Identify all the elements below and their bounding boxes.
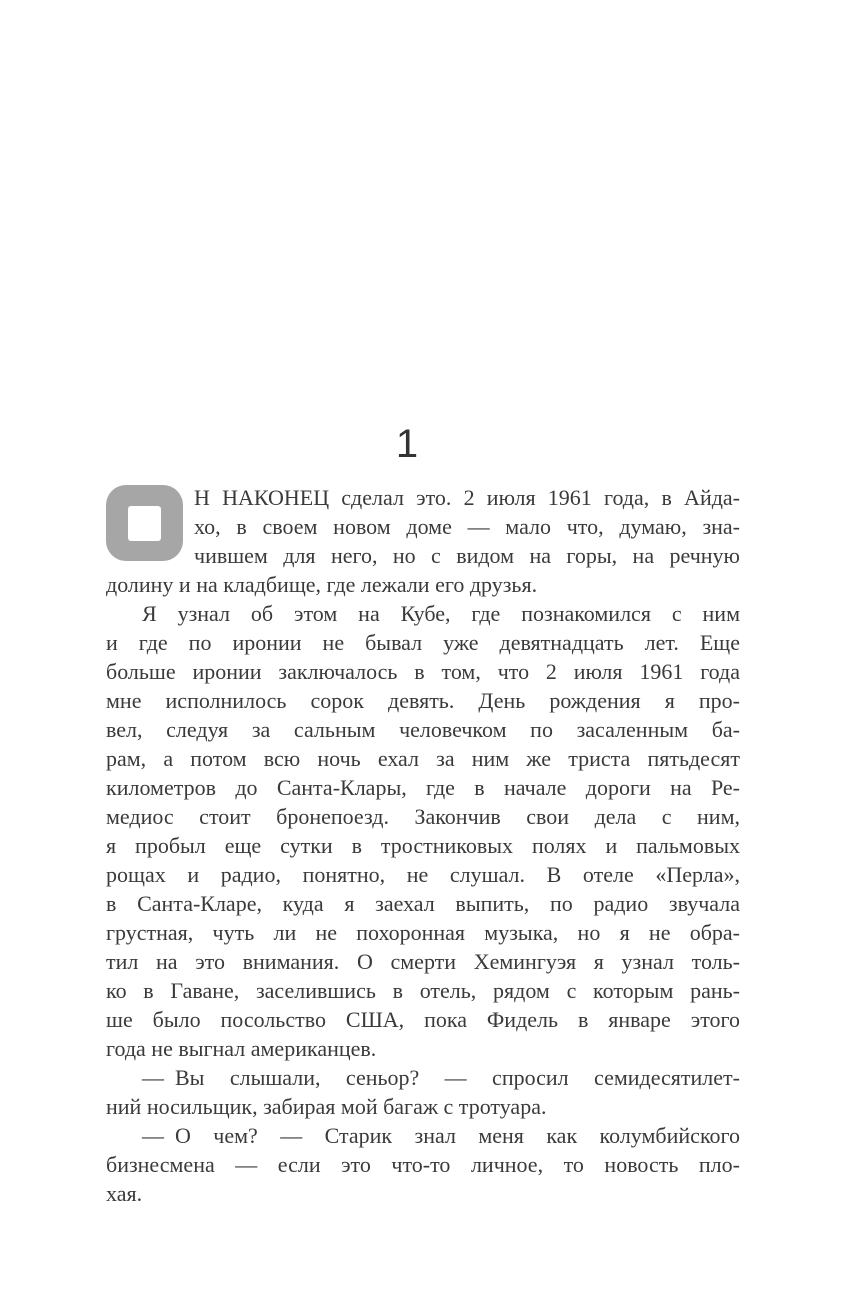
text-line: бизнесмена — если это что-то личное, то новость пло- [106,1152,740,1177]
text-line: вел, следуя за сальным человечком по засаленным ба- [106,717,740,742]
text-line: я пробыл еще сутки в тростниковых полях и пальмовых [106,833,740,858]
text-line: Н НАКОНЕЦ сделал это. 2 июля 1961 года, в Айда- [194,485,740,510]
text-line: больше иронии заключалось в том, что 2 июля 1961 года [106,659,740,684]
text-line: — Вы слышали, сеньор? — спросил семидесятилет- [142,1065,740,1090]
text-line: тил на это внимания. О смерти Хемингуэя я узнал толь- [106,949,740,974]
text-line: грустная, чуть ли не похоронная музыка, но я не обра- [106,920,740,945]
text-line: рам, а потом всю ночь ехал за ним же триста пятьдесят [106,746,740,771]
text-line: года не выгнал американцев. [106,1036,377,1061]
text-line: долину и на кладбище, где лежали его друзья. [106,572,538,597]
paragraph [106,483,740,599]
text-line: чившем для него, но с видом на горы, на речную [194,543,740,568]
paragraph [106,1121,740,1208]
text-line: мне исполнилось сорок девять. День рождения я про- [106,688,740,713]
body-text [106,483,740,1208]
paragraph [106,599,740,1063]
text-line: рощах и радио, понятно, не слушал. В отеле «Перла», [106,862,740,887]
text-line: хо, в своем новом доме — мало что, думаю, зна- [194,514,740,539]
chapter-number: 1 [395,422,419,466]
text-line: километров до Санта-Клары, где в начале дороги на Ре- [106,775,740,800]
text-line: и где по иронии не бывал уже девятнадцать лет. Еще [106,630,740,655]
text-line: Я узнал об этом на Кубе, где познакомился с ним [142,601,740,626]
text-line: — О чем? — Старик знал меня как колумбийского [142,1123,740,1148]
text-line: ко в Гаване, заселившись в отель, рядом с которым рань- [106,978,740,1003]
drop-cap-letter-O [106,485,183,561]
drop-cap-inner-square [128,506,161,541]
paragraph [106,1063,740,1121]
text-line: ше было посольство США, пока Фидель в январе этого [106,1007,740,1032]
text-block [106,424,740,1208]
text-line: ний носильщик, забирая мой багаж с тротуара. [106,1094,547,1119]
text-line: в Санта-Кларе, куда я заехал выпить, по радио звучала [106,891,740,916]
text-line: хая. [106,1181,143,1206]
text-line: медиос стоит бронепоезд. Закончив свои дела с ним, [106,804,740,829]
